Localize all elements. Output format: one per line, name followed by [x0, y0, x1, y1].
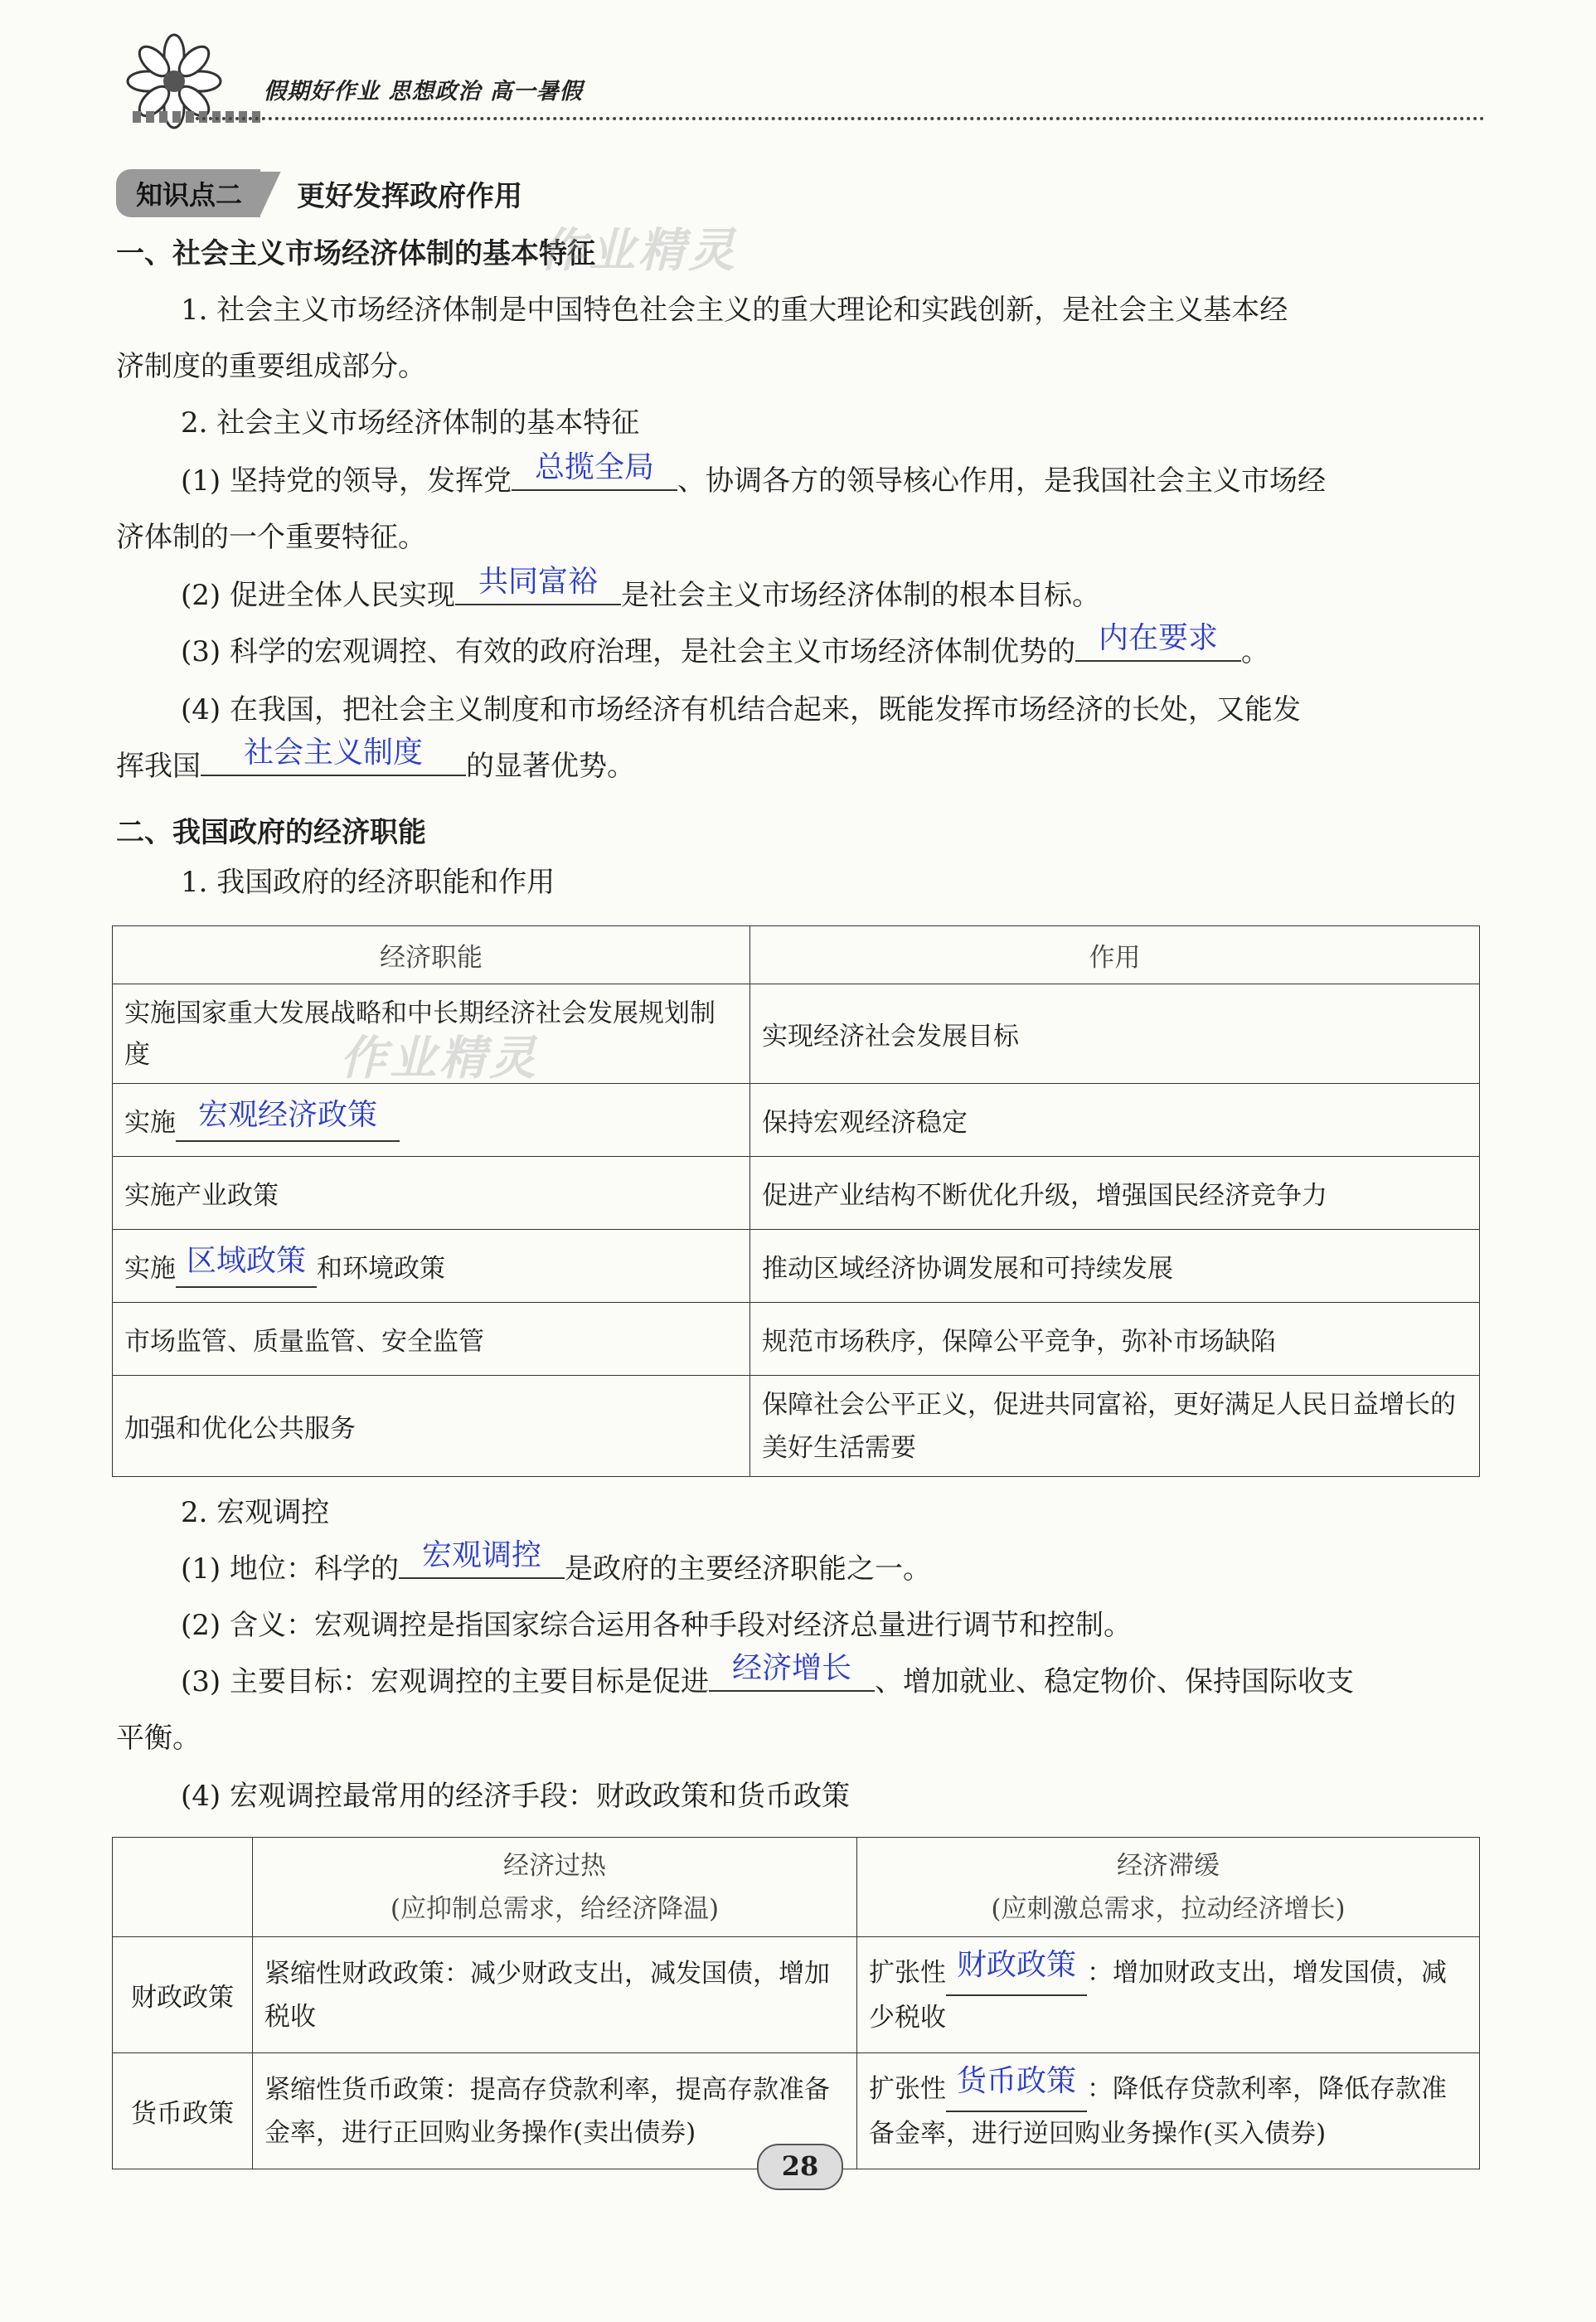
table-row: 市场监管、质量监管、安全监管 规范市场秩序，保障公平竞争，弥补市场缺陷: [113, 1303, 1480, 1376]
answer-blank: 共同富裕: [455, 567, 621, 605]
table-row: 实施 宏观经济政策 保持宏观经济稳定: [113, 1084, 1480, 1157]
answer-blank: 总揽全局: [512, 453, 677, 491]
fill-item-1: (1) 坚持党的领导，发挥党 总揽全局 、协调各方的领导核心作用，是我国社会主义市场经: [181, 450, 1326, 498]
fill-item-m1: (1) 地位：科学的 宏观调控 是政府的主要经济职能之一。: [181, 1538, 931, 1586]
section1-heading: 一、社会主义市场经济体制的基本特征: [116, 237, 595, 270]
answer-blank: 财政政策: [946, 1950, 1087, 1996]
answer-blank: 内在要求: [1075, 624, 1241, 662]
col-slow-sub: (应刺激总需求，拉动经济增长): [991, 1893, 1346, 1924]
section2-heading: 二、我国政府的经济职能: [116, 816, 426, 849]
paragraph: 1. 社会主义市场经济体制是中国特色社会主义的重大理论和实践创新，是社会主义基本经: [181, 294, 1288, 327]
watermark: 作业精灵: [539, 224, 738, 278]
paragraph: 济体制的一个重要特征。: [116, 521, 426, 554]
paragraph: 2. 社会主义市场经济体制的基本特征: [181, 406, 640, 440]
table-row: 实施产业政策 促进产业结构不断优化升级，增强国民经济竞争力: [113, 1157, 1480, 1230]
knowledge-point-header: [116, 169, 522, 217]
answer-blank: 货币政策: [946, 2067, 1087, 2112]
col-slow: 经济滞缓: [1117, 1850, 1220, 1881]
table-row: 财政政策 紧缩性财政政策：减少财政支出，减发国债，增加税收 扩张性 财政政策 ：增加财政支出，增发国债，减少税收: [113, 1937, 1480, 2053]
economic-functions-table: [112, 925, 1480, 1477]
answer-blank: 社会主义制度: [201, 738, 466, 776]
fill-item-4: (4) 在我国，把社会主义制度和市场经济有机结合起来，既能发挥市场经济的长处，又能发: [181, 693, 1301, 726]
col-overheat-sub: (应抑制总需求，给经济降温): [390, 1893, 720, 1924]
table-row: 实施 区域政策 和环境政策 推动区域经济协调发展和可持续发展: [113, 1230, 1480, 1303]
table-header: 经济职能: [113, 926, 750, 984]
table-row: 加强和优化公共服务 保障社会公平正义，促进共同富裕，更好满足人民日益增长的美好生活需要: [113, 1376, 1480, 1477]
header-divider: [196, 117, 1485, 120]
paragraph: (2) 含义：宏观调控是指国家综合运用各种手段对经济总量进行调节和控制。: [181, 1609, 1132, 1642]
fill-item-4-cont: 挥我国 社会主义制度 的显著优势。: [116, 736, 635, 783]
knowledge-point-title: 更好发挥政府作用: [297, 179, 523, 213]
fill-item-m3: (3) 主要目标：宏观调控的主要目标是促进 经济增长 、增加就业、稳定物价、保持国际收支: [181, 1651, 1354, 1698]
answer-blank: 经济增长: [709, 1654, 875, 1692]
knowledge-point-badge: 知识点二: [116, 169, 260, 217]
answer-blank: 区域政策: [176, 1244, 317, 1288]
paragraph: 2. 宏观调控: [181, 1496, 330, 1529]
paragraph: 济制度的重要组成部分。: [116, 350, 426, 383]
fill-item-2: (2) 促进全体人民实现 共同富裕 是社会主义市场经济体制的根本目标。: [181, 565, 1100, 612]
row-label: 财政政策: [113, 1937, 253, 2053]
table-row: 货币政策 紧缩性货币政策：提高存贷款利率，提高存款准备金率，进行正回购业务操作(卖出债券) 扩张性 货币政策 ：降低存贷款利率，降低存款准备金率，进行逆回购业务操作(买入债券): [113, 2053, 1480, 2169]
page-number: 28: [757, 2144, 843, 2190]
paragraph: (4) 宏观调控最常用的经济手段：财政政策和货币政策: [181, 1780, 850, 1813]
paragraph: 1. 我国政府的经济职能和作用: [181, 866, 555, 899]
table-row: 实施国家重大发展战略和中长期经济社会发展规划制度 实现经济社会发展目标: [113, 984, 1480, 1084]
watermark: 作业精灵: [340, 1032, 539, 1086]
table-header: 作用: [750, 926, 1480, 984]
row-label: 货币政策: [113, 2053, 253, 2169]
answer-blank: 宏观调控: [399, 1541, 565, 1579]
policy-table: [112, 1837, 1480, 2169]
fill-item-3: (3) 科学的宏观调控、有效的政府治理，是社会主义市场经济体制优势的 内在要求 。: [181, 621, 1269, 668]
header-title: 假期好作业 思想政治 高一暑假: [264, 79, 583, 104]
paragraph: 平衡。: [116, 1722, 201, 1755]
answer-blank: 宏观经济政策: [176, 1098, 400, 1142]
col-overheat: 经济过热: [503, 1850, 606, 1881]
